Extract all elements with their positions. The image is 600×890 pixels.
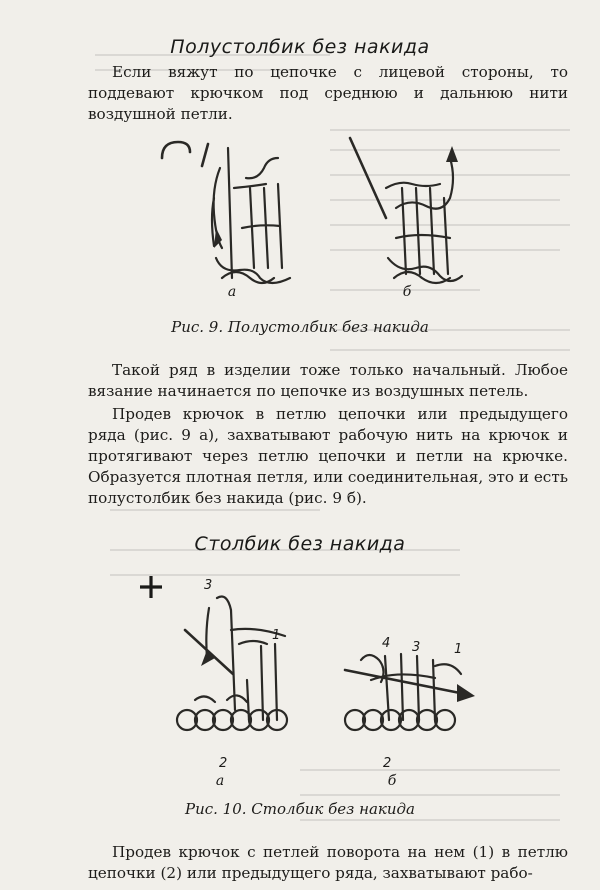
figure-10a-label: а (215, 773, 225, 789)
figure-9a-label: а (227, 284, 237, 300)
figure-9b-drawing (350, 138, 462, 283)
plus-icon (140, 576, 162, 598)
paragraph-half-double-steps: Продев крючок в петлю цепочки или предыдущего ряда (рис. 9 а), захватывают рабочую нить на крючок и протягивают через петлю цепочки и петли на крючке. Образуется плотная петля, или соединительная, это и есть полустолбик без накида (рис. 9 б). (88, 405, 568, 507)
figure-10b-label: б (387, 773, 397, 789)
section-title-half-double: Полустолбик без накида (170, 36, 430, 58)
figure-10-caption: Рис. 10. Столбик без накида (184, 800, 415, 818)
hook-icon (162, 142, 190, 158)
fig10b-number-4: 4 (382, 636, 391, 651)
figure-9a-drawing (162, 142, 290, 283)
fig10b-number-3: 3 (412, 640, 421, 655)
figure-10-illustration (135, 570, 495, 760)
section-title-single-crochet: Столбик без накида (194, 533, 406, 555)
fig10a-number-3: 3 (204, 578, 213, 593)
paragraph-start-row: Такой ряд в изделии тоже только начальный. Любое вязание начинается по цепочке из воздушных петель. (88, 361, 568, 400)
fig10b-number-1: 1 (454, 642, 463, 657)
fig10a-number-2: 2 (219, 756, 228, 771)
figure-9-illustration (150, 128, 480, 290)
figure-10b-drawing (345, 654, 475, 730)
fig10b-number-2: 2 (383, 756, 392, 771)
fig10a-number-1: 1 (272, 628, 281, 643)
figure-9-caption: Рис. 9. Полустолбик без накида (171, 318, 429, 336)
intro-paragraph: Если вяжут по цепочке с лицевой стороны, то поддевают крючком под среднюю и дальнюю нити воздушной петли. (88, 63, 568, 123)
figure-10a-drawing (177, 597, 287, 731)
paragraph-single-crochet-steps: Продев крючок с петлей поворота на нем (1) в петлю цепочки (2) или предыдущего ряда, захватывают рабо- (88, 843, 568, 882)
figure-9b-label: б (402, 284, 412, 300)
